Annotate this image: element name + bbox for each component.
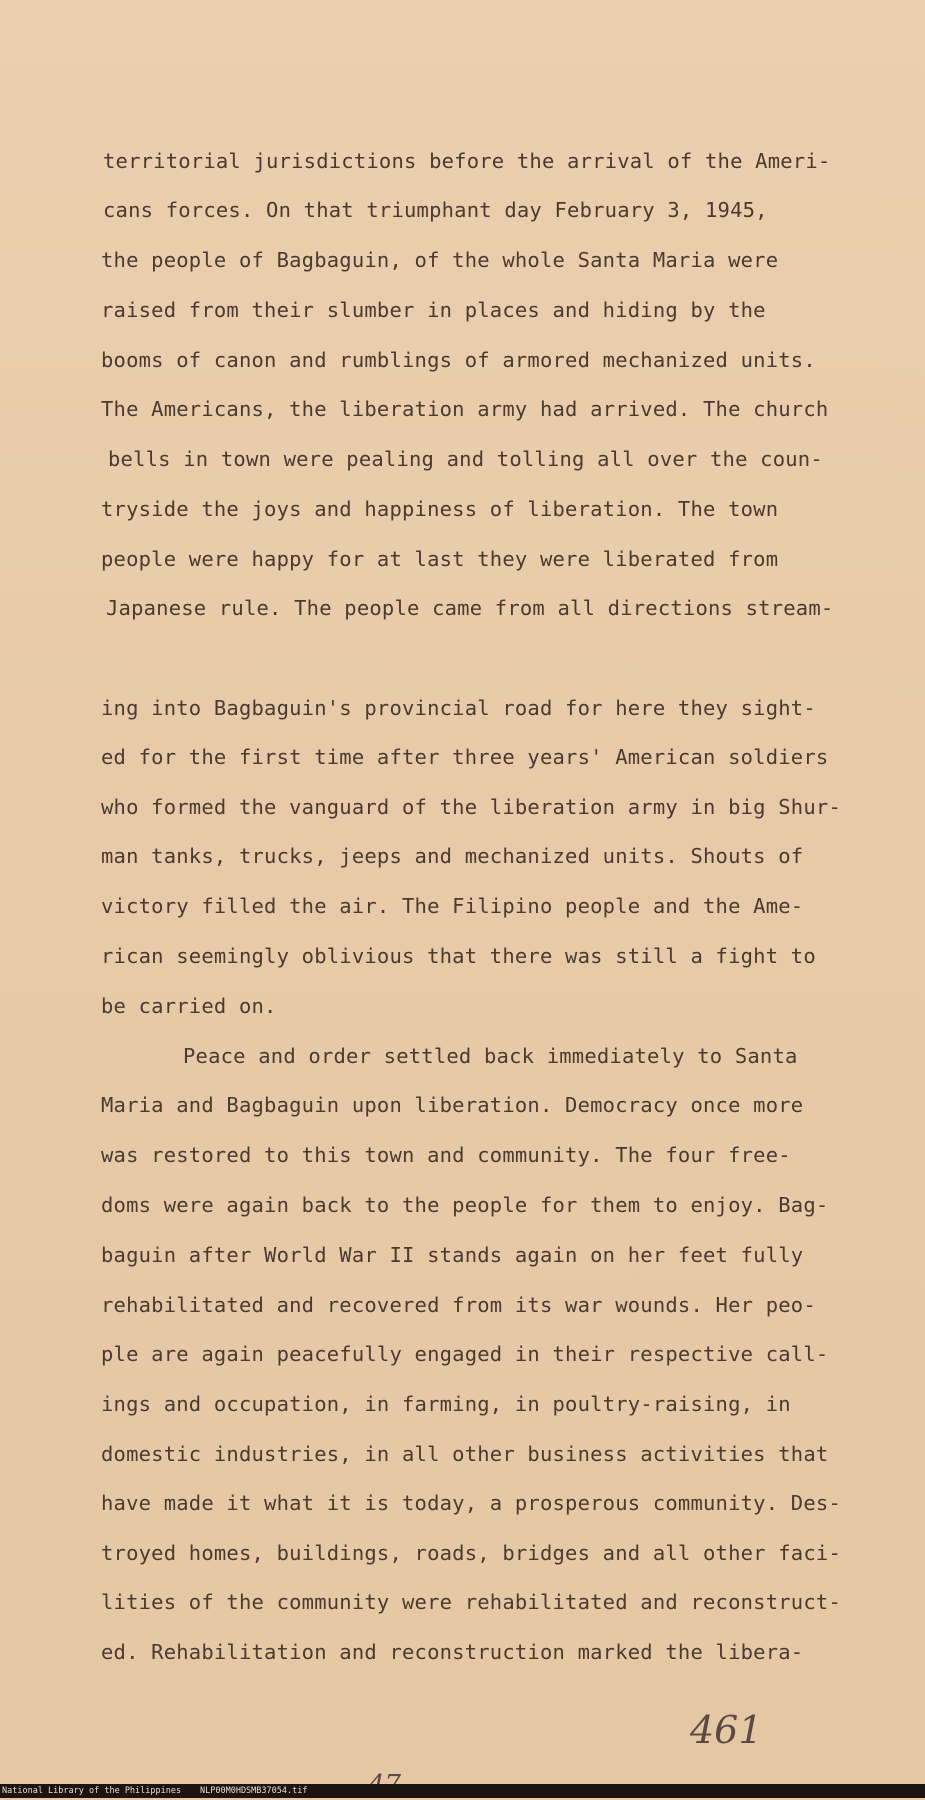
- text-line: the people of Bagbaguin, of the whole Santa Maria were: [101, 248, 779, 272]
- text-line: was restored to this town and community. The four free-: [101, 1143, 791, 1167]
- text-line: who formed the vanguard of the liberation army in big Shur-: [101, 795, 841, 819]
- text-line: Japanese rule. The people came from all directions stream-: [106, 596, 834, 620]
- text-line: doms were again back to the people for them to enjoy. Bag-: [101, 1193, 829, 1217]
- text-line: baguin after World War II stands again on her feet fully: [101, 1243, 804, 1267]
- text-line: man tanks, trucks, jeeps and mechanized units. Shouts of: [101, 844, 804, 868]
- text-line: bells in town were pealing and tolling all over the coun-: [108, 447, 823, 471]
- text-line: lities of the community were rehabilitated and reconstruct-: [101, 1590, 841, 1614]
- text-line: people were happy for at last they were liberated from: [101, 547, 779, 571]
- text-line: ed for the first time after three years' American soldiers: [101, 745, 829, 769]
- text-line: Peace and order settled back immediately to Santa: [183, 1044, 798, 1068]
- text-line: Maria and Bagbaguin upon liberation. Democracy once more: [101, 1093, 804, 1117]
- text-line: rehabilitated and recovered from its war wounds. Her peo-: [101, 1293, 816, 1317]
- text-line: rican seemingly oblivious that there was still a fight to: [101, 944, 816, 968]
- text-line: ed. Rehabilitation and reconstruction marked the libera-: [101, 1640, 804, 1664]
- handwritten-number: 461: [690, 1708, 763, 1752]
- text-line: domestic industries, in all other business activities that: [101, 1442, 829, 1466]
- text-line: have made it what it is today, a prosperous community. Des-: [101, 1491, 841, 1515]
- text-line: tryside the joys and happiness of liberation. The town: [101, 497, 779, 521]
- text-line: cans forces. On that triumphant day February 3, 1945,: [103, 198, 768, 222]
- footer-file-id: NLP00M0HDSMB37054.tif: [200, 1786, 308, 1796]
- text-line: ple are again peacefully engaged in their respective call-: [101, 1342, 829, 1366]
- text-line: victory filled the air. The Filipino people and the Ame-: [101, 894, 804, 918]
- text-line: The Americans, the liberation army had arrived. The church: [101, 397, 829, 421]
- text-line: troyed homes, buildings, roads, bridges and all other faci-: [101, 1541, 841, 1565]
- text-line: booms of canon and rumblings of armored mechanized units.: [101, 348, 816, 372]
- text-line: territorial jurisdictions before the arrival of the Ameri-: [103, 149, 831, 173]
- scan-footer: [0, 1784, 925, 1798]
- text-line: raised from their slumber in places and hiding by the: [101, 298, 766, 322]
- text-line: be carried on.: [101, 994, 277, 1018]
- text-line: ings and occupation, in farming, in poultry-raising, in: [101, 1392, 791, 1416]
- footer-institution: National Library of the Philippines: [2, 1786, 182, 1796]
- text-line: ing into Bagbaguin's provincial road for here they sight-: [101, 696, 816, 720]
